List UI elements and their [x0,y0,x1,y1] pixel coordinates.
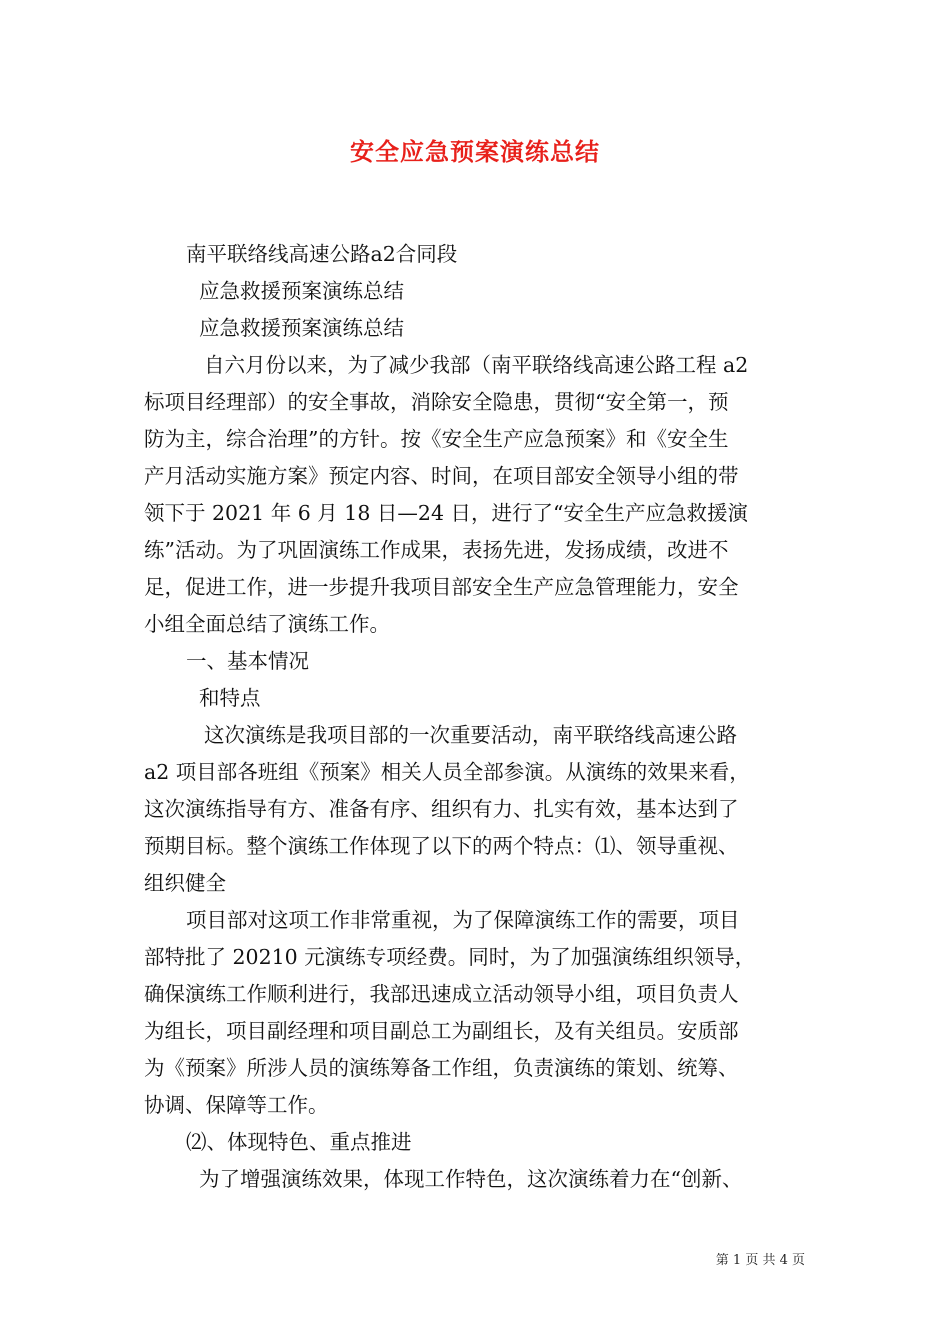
paragraph-leadership [144,902,814,1124]
paragraph-line: 自六月份以来，为了减少我部（南平联络线高速公路工程 a2 [204,353,749,377]
page-title: 安全应急预案演练总结 [350,137,600,166]
page-footer: 第 1 页 共 4 页 [715,1253,805,1268]
paragraph-line: 为了增强演练效果，体现工作特色，这次演练着力在“创新、 [199,1167,743,1191]
paragraph-line: 产月活动实施方案》预定内容、时间，在项目部安全领导小组的带 [144,464,739,488]
paragraph-line: 练”活动。为了巩固演练工作成果，表扬先进，发扬成绩，改进不 [144,538,729,562]
subtitle-line-1: 南平联络线高速公路a2合同段 [186,242,458,266]
subtitle-line-3: 应急救援预案演练总结 [199,316,404,340]
paragraph-intro [144,347,814,643]
paragraph-line: 领下于 2021 年 6 月 18 日—24 日，进行了“安全生产应急救援演 [144,501,748,525]
paragraph-line: 预期目标。整个演练工作体现了以下的两个特点：⑴、领导重视、 [144,834,739,858]
paragraph-overview [144,717,814,902]
paragraph-line: 项目部对这项工作非常重视，为了保障演练工作的需要，项目 [186,908,740,932]
paragraph-line: a2 项目部各班组《预案》相关人员全部参演。从演练的效果来看， [144,760,750,784]
paragraph-line: 这次演练指导有方、准备有序、组织有力、扎实有效，基本达到了 [144,797,739,821]
section-heading-basic: 一、基本情况 [186,649,309,673]
paragraph-line: 确保演练工作顺利进行，我部迅速成立活动领导小组，项目负责人 [144,982,739,1006]
paragraph-line: 足，促进工作，进一步提升我项目部安全生产应急管理能力，安全 [144,575,739,599]
paragraph-line: 为组长，项目副经理和项目副总工为副组长，及有关组员。安质部 [144,1019,739,1043]
paragraph-line: 小组全面总结了演练工作。 [144,612,390,636]
paragraph-line: 防为主，综合治理”的方针。按《安全生产应急预案》和《安全生 [144,427,729,451]
paragraph-line: 部特批了 20210 元演练专项经费。同时，为了加强演练组织领导， [144,945,756,969]
section-subheading-features: 和特点 [199,686,261,710]
paragraph-line: 这次演练是我项目部的一次重要活动，南平联络线高速公路 [204,723,737,747]
paragraph-line: 组织健全 [144,871,226,895]
section-heading-features: ⑵、体现特色、重点推进 [186,1130,412,1154]
paragraph-line: 标项目经理部）的安全事故，消除安全隐患，贯彻“安全第一，预 [144,390,729,414]
paragraph-line: 协调、保障等工作。 [144,1093,329,1117]
subtitle-line-2: 应急救援预案演练总结 [199,279,404,303]
paragraph-line: 为《预案》所涉人员的演练筹备工作组，负责演练的策划、统筹、 [144,1056,739,1080]
document-body [144,236,814,1198]
